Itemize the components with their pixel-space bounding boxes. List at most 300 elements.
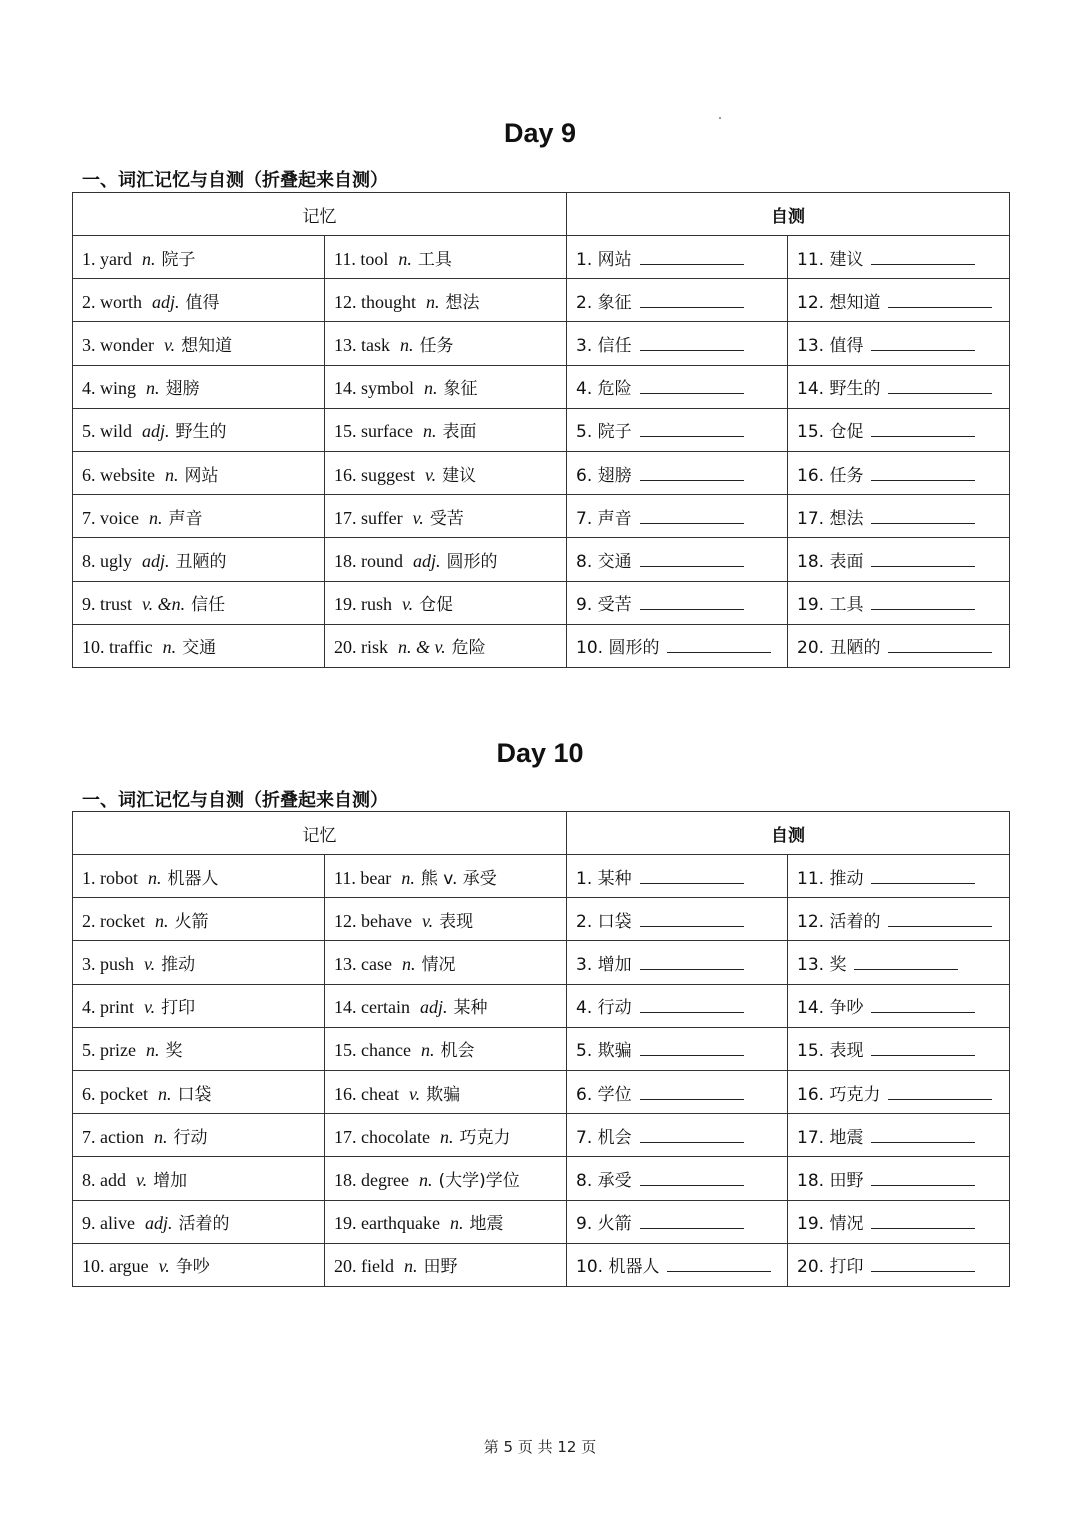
test-prompt: 7. 声音 xyxy=(576,508,632,529)
english-word: 3. push xyxy=(82,953,135,974)
test-cell xyxy=(567,365,788,408)
test-prompt: 4. 危险 xyxy=(576,379,632,400)
memory-cell xyxy=(325,279,567,322)
english-word: 17. suffer xyxy=(334,507,403,528)
english-word: 20. risk xyxy=(334,637,388,658)
memory-cell xyxy=(73,408,325,451)
part-of-speech: n. xyxy=(148,507,163,528)
answer-blank[interactable] xyxy=(871,996,975,1013)
answer-blank[interactable] xyxy=(871,593,975,610)
table-row xyxy=(73,984,1010,1027)
english-word: 4. wing xyxy=(82,378,136,399)
test-header: 自测 xyxy=(567,812,1010,855)
table-row xyxy=(73,1243,1010,1286)
english-word: 19. rush xyxy=(334,594,392,615)
test-cell xyxy=(788,1243,1010,1286)
memory-cell xyxy=(325,581,567,624)
test-cell xyxy=(567,236,788,279)
answer-blank[interactable] xyxy=(640,1212,744,1229)
day10-section-title: 一、词汇记忆与自测（折叠起来自测） xyxy=(82,790,388,811)
test-prompt: 13. 奖 xyxy=(797,954,847,975)
test-cell xyxy=(788,365,1010,408)
page-footer: 第 5 页 共 12 页 xyxy=(483,1438,597,1456)
part-of-speech: n. xyxy=(146,378,160,399)
chinese-meaning: 信任 xyxy=(191,595,226,616)
test-prompt: 15. 仓促 xyxy=(797,422,864,443)
test-cell xyxy=(567,1157,788,1200)
test-cell xyxy=(567,1114,788,1157)
table-row xyxy=(73,495,1010,538)
test-prompt: 8. 交通 xyxy=(576,551,632,572)
answer-blank[interactable] xyxy=(667,636,771,653)
test-cell xyxy=(567,1243,788,1286)
chinese-meaning: 工具 xyxy=(417,249,452,270)
chinese-meaning: 推动 xyxy=(161,954,196,975)
chinese-meaning: 丑陋的 xyxy=(175,551,227,572)
memory-cell xyxy=(325,624,567,667)
test-prompt: 18. 表面 xyxy=(797,551,864,572)
part-of-speech: n. xyxy=(449,1213,464,1234)
test-prompt: 11. 推动 xyxy=(797,868,864,889)
table-row xyxy=(73,322,1010,365)
table-row xyxy=(73,1070,1010,1113)
test-prompt: 20. 丑陋的 xyxy=(797,638,881,659)
table-row xyxy=(73,1200,1010,1243)
answer-blank[interactable] xyxy=(640,1039,744,1056)
part-of-speech: n. & v. xyxy=(398,637,446,658)
test-prompt: 12. 想知道 xyxy=(797,292,881,313)
test-prompt: 10. 圆形的 xyxy=(576,638,660,659)
memory-cell xyxy=(325,1200,567,1243)
part-of-speech: v. &n. xyxy=(142,594,186,615)
english-word: 10. traffic xyxy=(82,637,153,658)
english-word: 7. voice xyxy=(82,507,139,528)
test-cell xyxy=(788,941,1010,984)
part-of-speech: adj. xyxy=(142,550,170,571)
part-of-speech: v. xyxy=(144,953,156,974)
test-cell xyxy=(567,855,788,898)
answer-blank[interactable] xyxy=(640,1083,744,1100)
test-prompt: 4. 行动 xyxy=(576,998,632,1019)
test-prompt: 16. 巧克力 xyxy=(797,1084,881,1105)
memory-cell xyxy=(73,495,325,538)
chinese-meaning: 活着的 xyxy=(178,1214,230,1235)
answer-blank[interactable] xyxy=(640,1126,744,1143)
test-prompt: 17. 想法 xyxy=(797,508,864,529)
chinese-meaning: 增加 xyxy=(153,1170,188,1191)
answer-blank[interactable] xyxy=(871,1255,975,1272)
answer-blank[interactable] xyxy=(640,996,744,1013)
test-prompt: 14. 争吵 xyxy=(797,998,864,1019)
chinese-meaning: 争吵 xyxy=(175,1257,210,1278)
part-of-speech: n. xyxy=(154,910,169,931)
table-row xyxy=(73,365,1010,408)
test-cell xyxy=(567,495,788,538)
chinese-meaning: 田野 xyxy=(423,1257,458,1278)
part-of-speech: n. xyxy=(439,1126,454,1147)
answer-blank[interactable] xyxy=(640,291,744,308)
table-row xyxy=(73,624,1010,667)
english-word: 18. degree xyxy=(334,1169,409,1190)
answer-blank[interactable] xyxy=(640,248,744,265)
chinese-meaning: 建议 xyxy=(442,465,477,486)
answer-blank[interactable] xyxy=(640,464,744,481)
memory-cell xyxy=(73,898,325,941)
table-row xyxy=(73,451,1010,494)
memory-cell xyxy=(73,1070,325,1113)
english-word: 17. chocolate xyxy=(334,1126,430,1147)
chinese-meaning: 打印 xyxy=(161,998,196,1019)
chinese-meaning: 表现 xyxy=(439,911,474,932)
part-of-speech: v. xyxy=(163,334,176,355)
part-of-speech: v. xyxy=(408,1083,421,1104)
test-prompt: 18. 田野 xyxy=(797,1170,864,1191)
test-prompt: 19. 工具 xyxy=(797,595,864,616)
test-prompt: 3. 信任 xyxy=(576,335,632,356)
english-word: 8. ugly xyxy=(82,550,133,571)
memory-cell xyxy=(325,236,567,279)
chinese-meaning: 想法 xyxy=(445,292,480,313)
english-word: 5. wild xyxy=(82,421,133,442)
chinese-meaning: 巧克力 xyxy=(459,1127,511,1148)
memory-header: 记忆 xyxy=(73,812,567,855)
table-row xyxy=(73,855,1010,898)
answer-blank[interactable] xyxy=(640,377,744,394)
part-of-speech: v. xyxy=(425,464,437,485)
part-of-speech: v. xyxy=(144,997,156,1018)
chinese-meaning: 仓促 xyxy=(419,595,454,616)
test-cell xyxy=(788,495,1010,538)
answer-blank[interactable] xyxy=(871,420,975,437)
english-word: 15. surface xyxy=(334,421,413,442)
part-of-speech: n. xyxy=(404,1256,418,1277)
memory-cell xyxy=(73,984,325,1027)
memory-cell xyxy=(73,236,325,279)
part-of-speech: adj. xyxy=(413,550,441,571)
table-row xyxy=(73,1157,1010,1200)
test-prompt: 17. 地震 xyxy=(797,1127,864,1148)
memory-cell xyxy=(325,365,567,408)
memory-cell xyxy=(325,408,567,451)
test-cell xyxy=(788,855,1010,898)
chinese-meaning: 网站 xyxy=(184,465,219,486)
answer-blank[interactable] xyxy=(640,334,744,351)
test-cell xyxy=(567,984,788,1027)
test-cell xyxy=(567,941,788,984)
memory-cell xyxy=(73,538,325,581)
answer-blank[interactable] xyxy=(888,910,992,927)
table-row xyxy=(73,236,1010,279)
answer-blank[interactable] xyxy=(640,593,744,610)
table-row xyxy=(73,898,1010,941)
chinese-meaning: (大学)学位 xyxy=(438,1170,520,1191)
chinese-meaning: 野生的 xyxy=(175,422,227,443)
answer-blank[interactable] xyxy=(871,248,975,265)
chinese-meaning: 交通 xyxy=(182,638,217,659)
test-prompt: 1. 网站 xyxy=(576,249,632,270)
test-cell xyxy=(788,279,1010,322)
test-cell xyxy=(788,451,1010,494)
answer-blank[interactable] xyxy=(667,1255,771,1272)
memory-cell xyxy=(73,855,325,898)
test-prompt: 11. 建议 xyxy=(797,249,864,270)
answer-blank[interactable] xyxy=(871,550,975,567)
part-of-speech: n. xyxy=(157,1083,172,1104)
english-word: 19. earthquake xyxy=(334,1213,440,1234)
part-of-speech: n. xyxy=(398,248,412,269)
chinese-meaning: 口袋 xyxy=(177,1084,212,1105)
chinese-meaning: 危险 xyxy=(451,638,486,659)
part-of-speech: v. xyxy=(412,507,424,528)
answer-blank[interactable] xyxy=(871,1169,975,1186)
answer-blank[interactable] xyxy=(888,636,992,653)
english-word: 9. trust xyxy=(82,594,133,615)
chinese-meaning: 熊 v. 承受 xyxy=(420,868,497,889)
part-of-speech: adj. xyxy=(144,1213,173,1234)
test-cell xyxy=(788,898,1010,941)
test-cell xyxy=(788,1200,1010,1243)
chinese-meaning: 行动 xyxy=(173,1127,208,1148)
english-word: 11. bear xyxy=(334,867,392,888)
part-of-speech: v. xyxy=(136,1169,148,1190)
memory-cell xyxy=(325,898,567,941)
answer-blank[interactable] xyxy=(640,910,744,927)
part-of-speech: n. xyxy=(148,867,162,888)
chinese-meaning: 院子 xyxy=(161,249,196,270)
test-cell xyxy=(788,408,1010,451)
english-word: 2. rocket xyxy=(82,910,145,931)
english-word: 8. add xyxy=(82,1169,126,1190)
answer-blank[interactable] xyxy=(871,1039,975,1056)
day9-title: Day 9 xyxy=(503,118,577,148)
chinese-meaning: 机器人 xyxy=(167,868,219,889)
test-cell xyxy=(567,1070,788,1113)
day9-section-title: 一、词汇记忆与自测（折叠起来自测） xyxy=(82,170,388,191)
test-prompt: 3. 增加 xyxy=(576,954,632,975)
test-prompt: 2. 口袋 xyxy=(576,911,632,932)
test-prompt: 5. 欺骗 xyxy=(576,1041,632,1062)
answer-blank[interactable] xyxy=(871,867,975,884)
english-word: 7. action xyxy=(82,1126,144,1147)
chinese-meaning: 圆形的 xyxy=(446,551,498,572)
test-header: 自测 xyxy=(567,193,1010,236)
english-word: 1. yard xyxy=(82,248,132,269)
part-of-speech: adj. xyxy=(142,421,170,442)
answer-blank[interactable] xyxy=(640,1169,744,1186)
english-word: 14. certain xyxy=(334,997,410,1018)
english-word: 6. website xyxy=(82,464,155,485)
memory-cell xyxy=(73,322,325,365)
day9-table xyxy=(72,192,1010,668)
english-word: 20. field xyxy=(334,1256,394,1277)
memory-cell xyxy=(325,1243,567,1286)
chinese-meaning: 受苦 xyxy=(429,508,464,529)
memory-header: 记忆 xyxy=(73,193,567,236)
table-row xyxy=(73,941,1010,984)
memory-cell xyxy=(73,279,325,322)
memory-cell xyxy=(325,941,567,984)
english-word: 5. prize xyxy=(82,1040,136,1061)
test-cell xyxy=(567,408,788,451)
test-prompt: 1. 某种 xyxy=(576,868,632,889)
memory-cell xyxy=(73,581,325,624)
test-prompt: 6. 翅膀 xyxy=(576,465,632,486)
chinese-meaning: 情况 xyxy=(421,954,456,975)
table-row xyxy=(73,408,1010,451)
memory-cell xyxy=(325,322,567,365)
memory-cell xyxy=(325,495,567,538)
part-of-speech: n. xyxy=(401,867,415,888)
test-prompt: 15. 表现 xyxy=(797,1041,864,1062)
english-word: 3. wonder xyxy=(82,334,154,355)
answer-blank[interactable] xyxy=(640,420,744,437)
chinese-meaning: 奖 xyxy=(165,1041,183,1062)
test-prompt: 8. 承受 xyxy=(576,1170,632,1191)
english-word: 6. pocket xyxy=(82,1083,148,1104)
chinese-meaning: 声音 xyxy=(168,508,203,529)
part-of-speech: n. xyxy=(420,1040,435,1061)
test-prompt: 19. 情况 xyxy=(797,1214,864,1235)
answer-blank[interactable] xyxy=(888,291,992,308)
english-word: 18. round xyxy=(334,550,403,571)
table-row xyxy=(73,1114,1010,1157)
chinese-meaning: 某种 xyxy=(453,998,488,1019)
test-prompt: 7. 机会 xyxy=(576,1127,632,1148)
chinese-meaning: 翅膀 xyxy=(165,379,200,400)
test-cell xyxy=(788,1157,1010,1200)
answer-blank[interactable] xyxy=(640,550,744,567)
test-prompt: 5. 院子 xyxy=(576,422,632,443)
test-cell xyxy=(788,1114,1010,1157)
answer-blank[interactable] xyxy=(640,507,744,524)
test-prompt: 13. 值得 xyxy=(797,335,864,356)
part-of-speech: v. xyxy=(421,910,434,931)
memory-cell xyxy=(73,1027,325,1070)
test-cell xyxy=(567,624,788,667)
test-cell xyxy=(788,322,1010,365)
test-cell xyxy=(567,322,788,365)
english-word: 16. suggest xyxy=(334,464,415,485)
part-of-speech: n. xyxy=(153,1126,168,1147)
english-word: 4. print xyxy=(82,997,134,1018)
part-of-speech: n. xyxy=(145,1040,160,1061)
chinese-meaning: 火箭 xyxy=(174,911,209,932)
memory-cell xyxy=(325,1027,567,1070)
answer-blank[interactable] xyxy=(871,464,975,481)
answer-blank[interactable] xyxy=(871,1126,975,1143)
table-row xyxy=(73,538,1010,581)
answer-blank[interactable] xyxy=(640,953,744,970)
table-row xyxy=(73,581,1010,624)
day10-title: Day 10 xyxy=(496,738,584,768)
day10-table xyxy=(72,811,1010,1287)
memory-cell xyxy=(73,941,325,984)
chinese-meaning: 地震 xyxy=(469,1214,504,1235)
memory-cell xyxy=(325,538,567,581)
test-cell xyxy=(567,538,788,581)
answer-blank[interactable] xyxy=(871,1212,975,1229)
chinese-meaning: 欺骗 xyxy=(426,1084,461,1105)
part-of-speech: n. xyxy=(426,291,440,312)
memory-cell xyxy=(73,1157,325,1200)
chinese-meaning: 想知道 xyxy=(181,335,233,356)
test-prompt: 2. 象征 xyxy=(576,292,632,313)
table-row xyxy=(73,1027,1010,1070)
part-of-speech: n. xyxy=(141,248,156,269)
test-cell xyxy=(788,538,1010,581)
part-of-speech: n. xyxy=(162,637,177,658)
memory-cell xyxy=(73,624,325,667)
chinese-meaning: 值得 xyxy=(185,292,220,313)
memory-cell xyxy=(73,451,325,494)
part-of-speech: v. xyxy=(158,1256,170,1277)
answer-blank[interactable] xyxy=(854,953,958,970)
memory-cell xyxy=(325,984,567,1027)
english-word: 10. argue xyxy=(82,1256,149,1277)
part-of-speech: n. xyxy=(424,378,438,399)
answer-blank[interactable] xyxy=(871,334,975,351)
memory-cell xyxy=(325,1157,567,1200)
memory-cell xyxy=(73,1243,325,1286)
memory-cell xyxy=(325,1070,567,1113)
test-cell xyxy=(788,624,1010,667)
test-cell xyxy=(567,1027,788,1070)
test-cell xyxy=(788,236,1010,279)
english-word: 14. symbol xyxy=(334,378,415,399)
chinese-meaning: 任务 xyxy=(419,335,454,356)
english-word: 9. alive xyxy=(82,1213,135,1234)
test-prompt: 10. 机器人 xyxy=(576,1257,660,1278)
part-of-speech: n. xyxy=(418,1169,433,1190)
answer-blank[interactable] xyxy=(888,1083,992,1100)
chinese-meaning: 表面 xyxy=(442,422,477,443)
test-cell xyxy=(567,279,788,322)
part-of-speech: adj. xyxy=(419,997,448,1018)
test-cell xyxy=(788,1070,1010,1113)
test-prompt: 20. 打印 xyxy=(797,1257,864,1278)
english-word: 2. worth xyxy=(82,291,142,312)
english-word: 12. thought xyxy=(334,291,417,312)
english-word: 12. behave xyxy=(334,910,412,931)
part-of-speech: adj. xyxy=(152,291,180,312)
answer-blank[interactable] xyxy=(640,867,744,884)
test-prompt: 6. 学位 xyxy=(576,1084,632,1105)
table-row xyxy=(73,279,1010,322)
test-cell xyxy=(567,581,788,624)
english-word: 16. cheat xyxy=(334,1083,399,1104)
test-prompt: 9. 火箭 xyxy=(576,1214,632,1235)
english-word: 11. tool xyxy=(334,248,389,269)
test-cell xyxy=(567,1200,788,1243)
memory-cell xyxy=(73,1114,325,1157)
answer-blank[interactable] xyxy=(871,507,975,524)
test-cell xyxy=(788,984,1010,1027)
memory-cell xyxy=(325,855,567,898)
memory-cell xyxy=(325,451,567,494)
english-word: 1. robot xyxy=(82,867,138,888)
test-prompt: 16. 任务 xyxy=(797,465,864,486)
test-prompt: 12. 活着的 xyxy=(797,911,881,932)
memory-cell xyxy=(325,1114,567,1157)
memory-cell xyxy=(73,1200,325,1243)
part-of-speech: n. xyxy=(164,464,179,485)
chinese-meaning: 机会 xyxy=(440,1041,475,1062)
chinese-meaning: 象征 xyxy=(443,379,478,400)
test-cell xyxy=(788,581,1010,624)
answer-blank[interactable] xyxy=(888,377,992,394)
part-of-speech: n. xyxy=(401,953,416,974)
part-of-speech: v. xyxy=(402,594,414,615)
